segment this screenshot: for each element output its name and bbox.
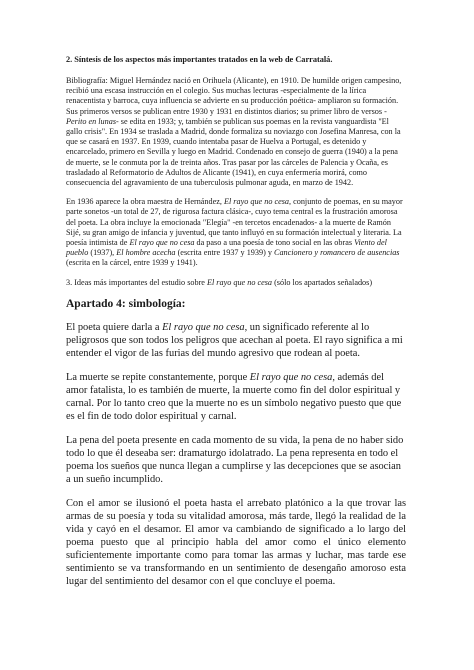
symbol-rayo-paragraph	[66, 321, 406, 360]
italic-title-run: Cancionero y romancero de ausencias	[273, 248, 400, 258]
symbol-pena-paragraph	[66, 434, 406, 486]
text-run: La pena del poeta presente en cada momento de su vida, la pena de no haber sido todo lo que él deseaba ser: dramaturgo idolatrado. La pena representa en todo el poema los sueños que nunca llegan a cumplirse y las decepciones que se asocian a un sueño incumplido.	[66, 434, 404, 485]
text-run: , un significado referente al lo peligrosos que son todos los peligros que acechan al poeta. El rayo significa a mi entender el vigor de las furias del mundo agresivo que rodean al poeta.	[66, 321, 403, 359]
italic-title-run: El rayo que no cesa	[249, 371, 333, 383]
italic-title-run: El rayo que no cesa	[206, 277, 273, 287]
italic-title-run: El rayo que no cesa	[129, 238, 195, 248]
text-run: (1937),	[88, 248, 117, 258]
text-run: El poeta quiere darla a	[66, 321, 163, 333]
text-run: - se edita en 1933; y, también se publican sus poemas en la revista vanguardista "El gallo crisis". En 1934 se traslada a Madrid, donde formaliza su noviazgo con Josefina Manresa, con la que se casará en 1937. En 1939, cuando intentaba pasar de Huelva a Portugal, es detenido y encarcelado, primero en Sevilla y luego en Madrid. Condenado en consejo de guerra (1940) a la pena de muerte, se le conmuta por la de treinta años. Tras pasar por las cárceles de Palencia y Ocaña, es trasladado al Reformatorio de Adultos de Alicante (1941), en cuya enfermería morirá, como consecuencia del agravamiento de una tuberculosis pulmonar aguda, en marzo de 1942.	[66, 116, 401, 188]
text-run: En 1936 aparece la obra maestra de Hernández,	[66, 197, 224, 207]
text-run: Bibliografía: Miguel Hernández nació en Orihuela (Alicante), en 1910. De humilde origen campesino, recibió una escasa instrucción en el colegio. Sus muchas lecturas -especialmente de la lírica renacentista y barroca, cuya influencia se advierte en su producción poética- ampliaron su formación. Sus primeros versos se publican entre 1930 y 1931 en distintos diarios; su primer libro de versos -	[66, 76, 402, 116]
text-run: , además del amor fatalista, lo es también de muerte, la muerte como fin del dolor espiritual y carnal. Por lo tanto creo que la muerte no es un símbolo negativo puesto que que es el fin de todo dolor espiritual y carnal.	[66, 371, 402, 422]
italic-title-run: El rayo que no cesa	[162, 321, 245, 333]
text-run: (escrita entre 1937 y 1939) y	[175, 248, 274, 258]
text-run: 3. Ideas más importantes del estudio sobre	[66, 277, 207, 287]
italic-title-run: Viento del pueblo	[66, 238, 387, 258]
works-paragraph	[66, 197, 406, 268]
text-run: (escrita en la cárcel, entre 1939 y 1941).	[66, 258, 198, 268]
section-2-title: 2. Síntesis de los aspectos más importantes tratados en la web de Carratalá.	[66, 55, 333, 64]
text-run: da paso a una poesía de tono social en las obras	[194, 238, 355, 248]
symbol-amor-paragraph	[66, 497, 406, 588]
text-run: (sólo los apartados señalados)	[272, 277, 373, 287]
text-run: Con el amor se ilusionó el poeta hasta el arrebato platónico a la que trovar las armas de su poesía y toda su vitalidad amorosa, más tarde, llegó la realidad de la vida y cayó en el desamor. El amor va cambiando de significado a lo largo del poema puesto que al principio habla del amor como el único elemento suficientemente importante como para tomar las armas y luchar, mas tarde ese sentimiento se va transformando en un sentimiento de desengaño amoroso esta lugar del sentimiento del desamor con el que concluye el poema.	[66, 497, 406, 587]
section-3-line	[66, 278, 406, 288]
apartado-4-heading: Apartado 4: simbología:	[66, 297, 186, 310]
text-run: , conjunto de poemas, en su mayor parte sonetos -un total de 27, de rigurosa factura clásica-, cuyo tema central es la frustración amorosa del poeta. La obra incluye la emocionada "Elegía" -en tercetos encadenados- a la muerte de Ramón Sijé, su gran amigo de infancia y juventud, que tanto influyó en su formación intelectual y literaria. La poesía intimista de	[66, 197, 403, 248]
italic-title-run: Perito en lunas	[66, 116, 117, 126]
italic-title-run: El rayo que no cesa	[223, 197, 290, 207]
italic-title-run: El hombre acecha	[116, 248, 176, 258]
text-run: La muerte se repite constantemente, porque	[66, 371, 250, 383]
biography-paragraph	[66, 76, 406, 188]
symbol-muerte-paragraph	[66, 371, 406, 423]
